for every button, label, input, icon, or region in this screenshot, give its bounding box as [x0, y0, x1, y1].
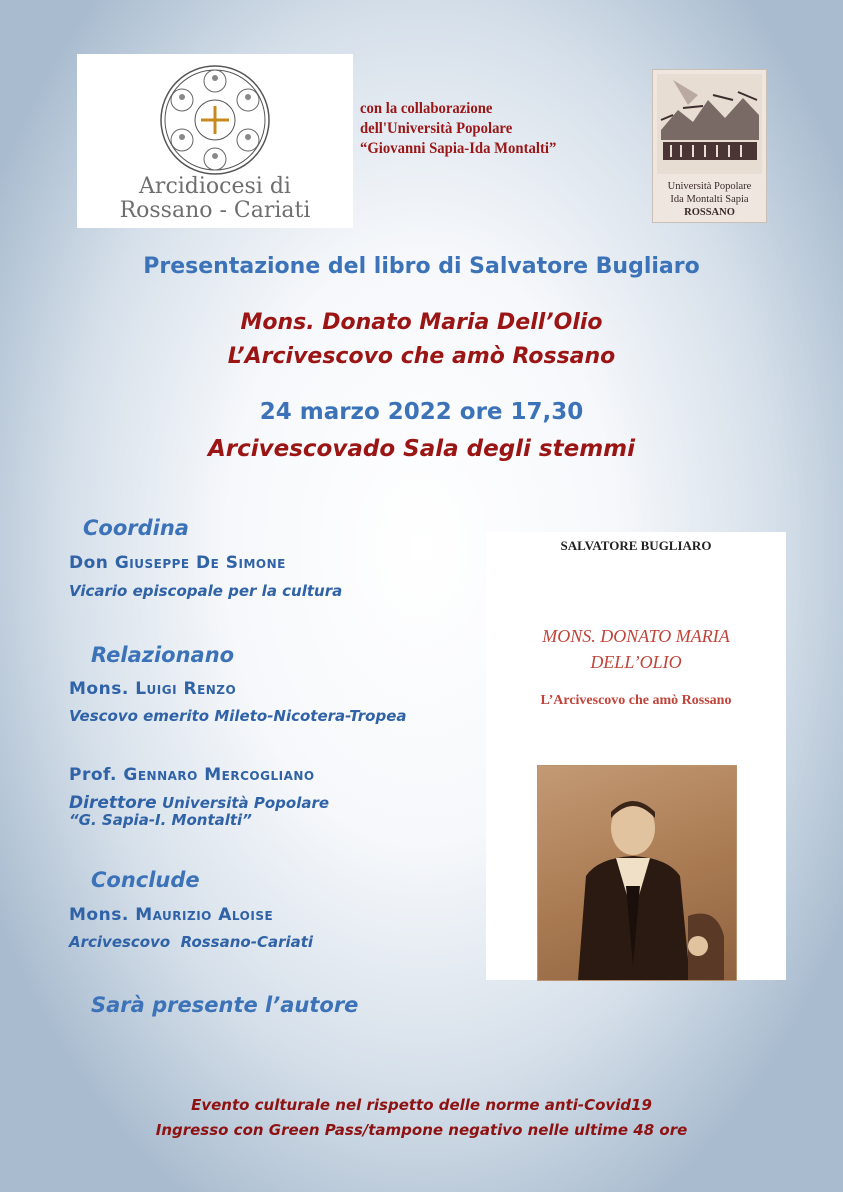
book-cover-author: SALVATORE BUGLIARO — [560, 538, 712, 553]
speaker1-title: Mons. — [69, 679, 129, 699]
collaboration-line2: dell'Università Popolare — [360, 120, 513, 137]
collaboration-text — [360, 99, 618, 159]
collaboration-line1: con la collaborazione — [360, 100, 493, 117]
collaboration-line3: “Giovanni Sapia-Ida Montalti” — [360, 140, 557, 157]
book-title-line1: Mons. Donato Maria Dell’Olio — [240, 310, 603, 335]
speaker1-name — [69, 679, 236, 699]
coordinator-title: Don — [69, 553, 109, 573]
speaker2-fullname: Gennaro Mercogliano — [123, 765, 315, 785]
venue: Arcivescovado Sala degli stemmi — [207, 436, 636, 462]
speaker2-title: Prof. — [69, 765, 117, 785]
speaker2-role-rest: Università Popolare — [161, 794, 330, 812]
concluder-fullname: Maurizio Aloise — [135, 905, 274, 925]
book-cover-title-line2: DELL’OLIO — [590, 652, 682, 672]
speaker1-role: Vescovo emerito Mileto-Nicotera-Tropea — [69, 707, 407, 725]
concluder-name — [69, 905, 273, 925]
headline: Presentazione del libro di Salvatore Bugliaro — [143, 254, 700, 279]
book-title-line2: L’Arcivescovo che amò Rossano — [227, 344, 616, 369]
university-logo-text — [653, 180, 766, 219]
coordinator-role: Vicario episcopale per la cultura — [69, 582, 343, 600]
university-logo — [652, 69, 767, 223]
coordinator-fullname: Giuseppe De Simone — [114, 553, 286, 573]
university-logo-line2: Ida Montalti Sapia — [670, 194, 749, 205]
book-cover-title-line1: MONS. DONATO MARIA — [542, 626, 730, 646]
coordinator-name — [69, 553, 286, 573]
archdiocese-name-line2: Rossano - Cariati — [119, 198, 311, 223]
archbishop-portrait-image — [538, 766, 736, 980]
archbishop-portrait — [538, 766, 736, 980]
university-logo-line1: Università Popolare — [667, 181, 752, 192]
conclude-label: Conclude — [91, 868, 200, 892]
speaker2-role — [69, 795, 329, 829]
speaker2-role-word: Direttore — [69, 793, 157, 813]
concluder-role: Arcivescovo Rossano-Cariati — [69, 933, 314, 951]
speaker2-name — [69, 765, 315, 785]
concluder-title: Mons. — [69, 905, 129, 925]
footer-line1: Evento culturale nel rispetto delle norme anti-Covid19 — [191, 1096, 652, 1114]
author-note: Sarà presente l’autore — [91, 993, 359, 1017]
book-cover-subtitle: L’Arcivescovo che amò Rossano — [540, 693, 732, 708]
relazionano-label: Relazionano — [91, 643, 235, 667]
university-emblem-icon — [653, 70, 766, 178]
date-time: 24 marzo 2022 ore 17,30 — [259, 399, 584, 425]
speaker1-fullname: Luigi Renzo — [135, 679, 237, 699]
book-cover — [486, 532, 786, 980]
footer-line2: Ingresso con Green Pass/tampone negativo nelle ultime 48 ore — [155, 1121, 688, 1139]
university-logo-line3: ROSSANO — [684, 207, 735, 218]
archdiocese-seal-icon — [157, 62, 273, 178]
archdiocese-name-line1: Arcidiocesi di — [139, 174, 291, 199]
coordina-label: Coordina — [83, 516, 189, 540]
speaker2-role-line2: “G. Sapia-I. Montalti” — [69, 811, 252, 829]
archdiocese-logo — [77, 54, 353, 228]
